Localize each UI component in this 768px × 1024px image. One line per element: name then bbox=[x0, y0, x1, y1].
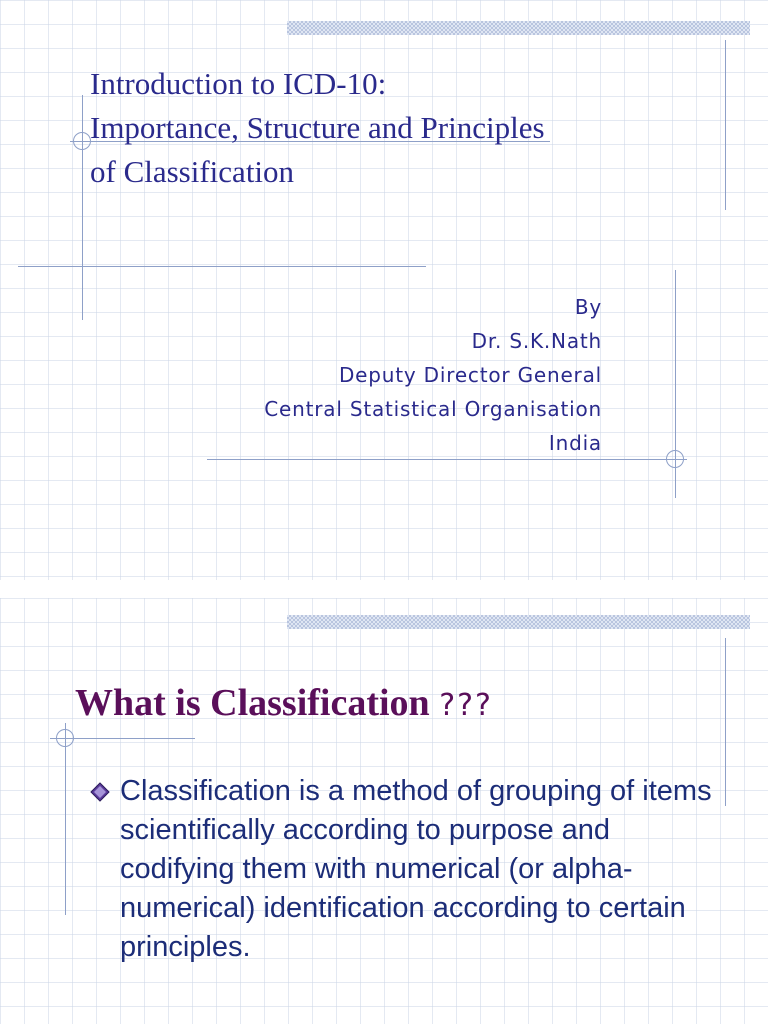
diamond-bullet-icon bbox=[90, 782, 110, 802]
content-slide bbox=[0, 598, 768, 1024]
decorative-line bbox=[65, 723, 66, 915]
crosshair-icon bbox=[56, 729, 74, 747]
slide-heading bbox=[75, 678, 493, 731]
decorative-line bbox=[18, 266, 426, 267]
decorative-line bbox=[82, 95, 83, 320]
title-line: Introduction to ICD-10: bbox=[90, 66, 387, 101]
author-designation: Deputy Director General bbox=[338, 363, 602, 387]
byline-by: By bbox=[574, 295, 602, 319]
decorative-line bbox=[725, 40, 726, 210]
decorative-line bbox=[207, 459, 687, 460]
title-line: of Classification bbox=[90, 154, 295, 189]
list-item bbox=[88, 772, 728, 967]
author-organisation: Central Statistical Organisation bbox=[264, 397, 602, 421]
author-byline bbox=[264, 290, 602, 460]
heading-question-marks: ??? bbox=[439, 688, 493, 723]
checkered-header-bar bbox=[287, 21, 750, 35]
slide-title bbox=[90, 62, 670, 194]
heading-text: What is Classification bbox=[75, 682, 430, 724]
crosshair-icon bbox=[666, 450, 684, 468]
checkered-header-bar bbox=[287, 615, 750, 629]
author-name: Dr. S.K.Nath bbox=[471, 329, 602, 353]
bullet-text: Classification is a method of grouping of items scientifically according to purpose and codifying them with numerical (or alpha-numerical) identification according to certain principles. bbox=[120, 775, 712, 963]
bullet-list bbox=[88, 772, 728, 967]
title-line: Importance, Structure and Principles bbox=[90, 110, 545, 145]
author-country: India bbox=[548, 431, 602, 455]
crosshair-icon bbox=[73, 132, 91, 150]
